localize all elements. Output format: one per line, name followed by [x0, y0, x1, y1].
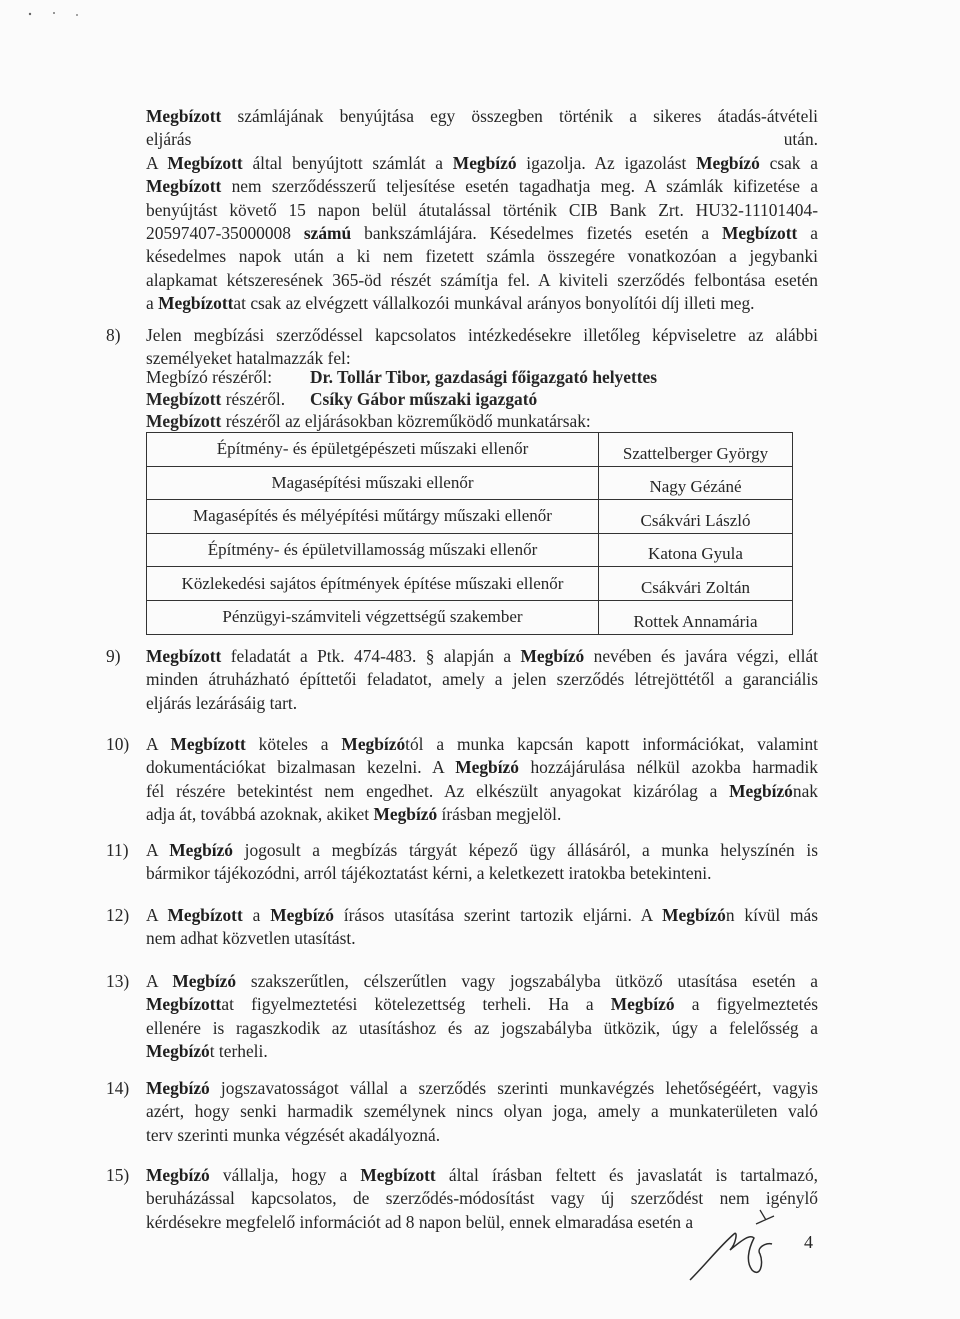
- text-run: a: [242, 905, 271, 925]
- text-run: szakszerűtlen, célszerűtlen vagy jogszabályba ütköző utasítása esetén a: [236, 971, 818, 991]
- text-line: [146, 839, 818, 862]
- bold-term: Megbízott: [167, 905, 243, 925]
- text-run: at figyelmeztetési kötelezettség terheli. Ha a: [221, 994, 611, 1015]
- text-run: kérdésekre megfelelő információt ad 8 napon belül, ennek elmaradása esetén a: [146, 1211, 694, 1232]
- bold-term: Megbízott: [170, 734, 246, 754]
- section-text: [146, 904, 818, 951]
- staff-person: Nagy Gézáné: [599, 466, 793, 500]
- text-run: t terheli.: [209, 1041, 268, 1062]
- bold-term: Megbízó: [270, 905, 334, 925]
- text-run: A: [146, 840, 170, 860]
- staff-intro-party: Megbízott: [146, 411, 222, 431]
- text-line: [146, 128, 818, 151]
- section-number: 13): [106, 971, 130, 991]
- section-text: [146, 970, 818, 1064]
- text-line: [146, 803, 818, 826]
- text-line: [146, 756, 818, 779]
- text-run: eljárás lezárásáig tart.: [146, 692, 298, 713]
- staff-role: Közlekedési sajátos építmények építése műszaki ellenőr: [147, 567, 599, 601]
- text-run: jogszavatosságot vállal a szerződés szerinti munkavégzés lehetőségéért, vagyis: [209, 1078, 818, 1098]
- bold-term: Megbízó: [341, 734, 406, 754]
- rep-party-suffix: részéről.: [221, 389, 286, 409]
- text-line: [146, 245, 818, 268]
- text-run: vállalja, hogy a: [209, 1165, 361, 1185]
- section-number-8: 8): [106, 325, 121, 345]
- text-run: alapkamat kétszeresének 365-öd részét számítja fel. A kiviteli szerződés felbontása esetén: [146, 269, 818, 290]
- text-run: késedelmes napok után a ki nem fizetett számla összegére vonatkozóan a jegybanki: [146, 246, 818, 267]
- staff-intro: [146, 410, 591, 432]
- text-line: [146, 927, 818, 950]
- text-line: [146, 1040, 818, 1063]
- bold-term: Megbízó: [455, 757, 519, 778]
- text-line: [146, 222, 818, 245]
- table-row: [147, 567, 793, 601]
- text-run: dokumentációkat bizalmasan kezelni. A: [146, 757, 456, 778]
- representative-agent: [146, 388, 537, 410]
- section-text: [146, 1077, 818, 1147]
- text-line: [146, 269, 818, 292]
- text-run: Jelen megbízási szerződéssel kapcsolatos intézkedésekre illetőleg képviseletre az alábbi: [146, 325, 818, 345]
- text-run: terv szerinti munka végzését akadályozná.: [146, 1124, 441, 1145]
- staff-role: Magasépítés és mélyépítési műtárgy műszaki ellenőr: [147, 500, 599, 534]
- text-run: ellenére is ragaszkodik az utasításhoz és az jogszabályba ütközik, úgy a felelősség a: [146, 1017, 818, 1038]
- text-run: hozzájárulása nélkül azokba harmadik: [518, 757, 818, 778]
- text-run: által írásban feltett és javaslatát is tartalmazó,: [435, 1165, 818, 1185]
- bold-term: Megbízott: [146, 646, 222, 666]
- text-run: fél részére betekintést nem engedhet. Az elkészült anyagokat kizárólag a: [146, 780, 730, 801]
- text-line: [146, 1164, 818, 1187]
- text-line: [146, 175, 818, 198]
- text-run: bankszámlájára. Késedelmes fizetés esetén a: [351, 223, 722, 244]
- text-run: nak: [792, 780, 818, 801]
- staff-person: Szattelberger György: [599, 433, 793, 467]
- bold-term: Megbízott: [167, 152, 243, 173]
- text-run: nevében és javára végzi, ellát: [584, 646, 818, 666]
- top-paragraph: [146, 105, 818, 316]
- rep-name: Dr. Tollár Tibor, gazdasági főigazgató helyettes: [310, 367, 658, 387]
- bold-term: Megbízó: [146, 1165, 210, 1185]
- staff-person: Csákvári Zoltán: [599, 567, 793, 601]
- text-line: [146, 780, 818, 803]
- text-run: benyújtást követő 15 napon belül átutalással történik CIB Bank Zrt. HU32-11101404-: [146, 199, 818, 220]
- staff-table: [146, 432, 793, 635]
- text-run: A: [146, 905, 168, 925]
- text-line: [146, 904, 818, 927]
- section-8-text: [146, 324, 818, 371]
- bold-term: számú: [303, 223, 352, 244]
- table-row: [147, 600, 793, 634]
- text-line: [146, 152, 818, 175]
- scan-specks: [0, 0, 120, 30]
- text-run: adja át, továbbá azoknak, akiket: [146, 804, 374, 825]
- text-run: köteles a: [245, 734, 342, 754]
- bold-term: Megbízó: [610, 994, 675, 1015]
- text-run: nem adhat közvetlen utasítást.: [146, 928, 356, 949]
- staff-role: Magasépítési műszaki ellenőr: [147, 466, 599, 500]
- text-run: eljárás után.: [146, 129, 818, 150]
- bold-term: Megbízott: [146, 994, 222, 1015]
- text-run: at csak az elvégzett vállalkozói munkával arányos bonyolítói díj illeti meg.: [233, 293, 755, 314]
- bold-term: Megbízott: [146, 176, 222, 197]
- text-line: [146, 993, 818, 1016]
- handwritten-signature: [676, 1204, 806, 1304]
- text-line: [146, 105, 818, 128]
- rep-party: Megbízott: [146, 389, 222, 409]
- text-run: tól a munka kapcsán kapott információkat, valamint: [405, 734, 818, 754]
- staff-role: Pénzügyi-számviteli végzettségű szakember: [147, 600, 599, 634]
- text-run: azért, hogy senki harmadik személynek nincs olyan joga, amely a munkaterületen való: [146, 1101, 818, 1122]
- bold-term: Megbízott: [360, 1165, 436, 1185]
- text-run: a figyelmeztetés: [674, 994, 818, 1015]
- text-run: számlájának benyújtása egy összegben történik a sikeres átadás-átvételi: [221, 106, 818, 126]
- text-run: A: [146, 971, 173, 991]
- staff-person: Csákvári László: [599, 500, 793, 534]
- text-run: bármikor tájékozódni, arról tájékoztatást kérni, a keletkezett iratokba betekinteni.: [146, 863, 712, 884]
- section-text: [146, 645, 818, 715]
- staff-role: Építmény- és épületgépészeti műszaki ellenőr: [147, 433, 599, 467]
- text-run: írásban megjelöl.: [437, 804, 562, 825]
- table-row: [147, 433, 793, 467]
- bold-term: Megbízott: [146, 106, 222, 126]
- bold-term: Megbízó: [169, 840, 233, 860]
- rep-party-suffix: részéről:: [207, 367, 273, 387]
- section-number: 11): [106, 840, 129, 860]
- section-number: 10): [106, 734, 130, 754]
- text-run: a: [797, 223, 818, 244]
- text-line: [146, 292, 818, 315]
- table-row: [147, 466, 793, 500]
- staff-person: Rottek Annamária: [599, 600, 793, 634]
- text-run: A: [146, 734, 171, 754]
- text-run: személyeket hatalmazzák fel:: [146, 348, 351, 369]
- bold-term: Megbízó: [373, 804, 438, 825]
- text-line: [146, 645, 818, 668]
- bold-term: Megbízó: [452, 152, 517, 173]
- section-number: 15): [106, 1165, 130, 1185]
- text-run: 20597407-35000008: [146, 223, 304, 244]
- text-line: [146, 668, 818, 691]
- staff-person: Katona Gyula: [599, 533, 793, 567]
- staff-role: Építmény- és épületvillamosság műszaki ellenőr: [147, 533, 599, 567]
- bold-term: Megbízott: [158, 293, 234, 314]
- text-line: [146, 1124, 818, 1147]
- table-row: [147, 533, 793, 567]
- rep-party: Megbízó: [146, 367, 208, 387]
- page-number: 4: [804, 1232, 813, 1252]
- text-run: a: [146, 293, 159, 314]
- bold-term: Megbízó: [146, 1041, 210, 1062]
- text-run: feladatát a Ptk. 474-483. § alapján a: [221, 646, 521, 666]
- text-run: minden átruházható építtetői feladatot, amely a jelen szerződés létrejöttétől a garanciális: [146, 669, 818, 690]
- text-run: beruházással kapcsolatos, de szerződés-módosítást vagy új szerződést nem igénylő: [146, 1188, 818, 1209]
- staff-intro-text: részéről az eljárásokban közreműködő munkatársak:: [221, 411, 591, 431]
- text-run: csak a: [759, 152, 818, 173]
- bold-term: Megbízó: [520, 646, 585, 666]
- section-text: [146, 839, 818, 886]
- text-run: n kívül más: [725, 905, 819, 925]
- section-number: 14): [106, 1078, 130, 1098]
- text-line: [146, 1017, 818, 1040]
- text-run: jogosult a megbízás tárgyát képező ügy állásáról, a munka helyszínén is: [232, 840, 818, 860]
- section-number: 12): [106, 905, 130, 925]
- rep-name: Csíky Gábor műszaki igazgató: [310, 389, 538, 409]
- text-run: írásos utasítása szerint tartozik eljárni. A: [333, 905, 663, 925]
- bold-term: Megbízó: [146, 1078, 210, 1098]
- table-row: [147, 500, 793, 534]
- bold-term: Megbízó: [729, 780, 793, 801]
- bold-term: Megbízó: [662, 905, 726, 925]
- text-line: [146, 1077, 818, 1100]
- text-line: [146, 324, 818, 347]
- text-run: A: [146, 152, 168, 173]
- text-run: által benyújtott számlát a: [242, 152, 453, 173]
- text-line: [146, 733, 818, 756]
- text-line: [146, 692, 818, 715]
- text-line: [146, 970, 818, 993]
- text-line: [146, 199, 818, 222]
- section-text: [146, 733, 818, 827]
- section-number: 9): [106, 646, 121, 666]
- bold-term: Megbízó: [696, 152, 760, 173]
- representative-client: [146, 366, 657, 388]
- text-line: [146, 1100, 818, 1123]
- text-line: [146, 862, 818, 885]
- text-run: nem szerződésszerű teljesítése esetén tagadhatja meg. A számlák kifizetése a: [221, 176, 818, 197]
- text-run: igazolja. Az igazolást: [516, 152, 697, 173]
- bold-term: Megbízó: [172, 971, 237, 991]
- bold-term: Megbízott: [721, 223, 798, 244]
